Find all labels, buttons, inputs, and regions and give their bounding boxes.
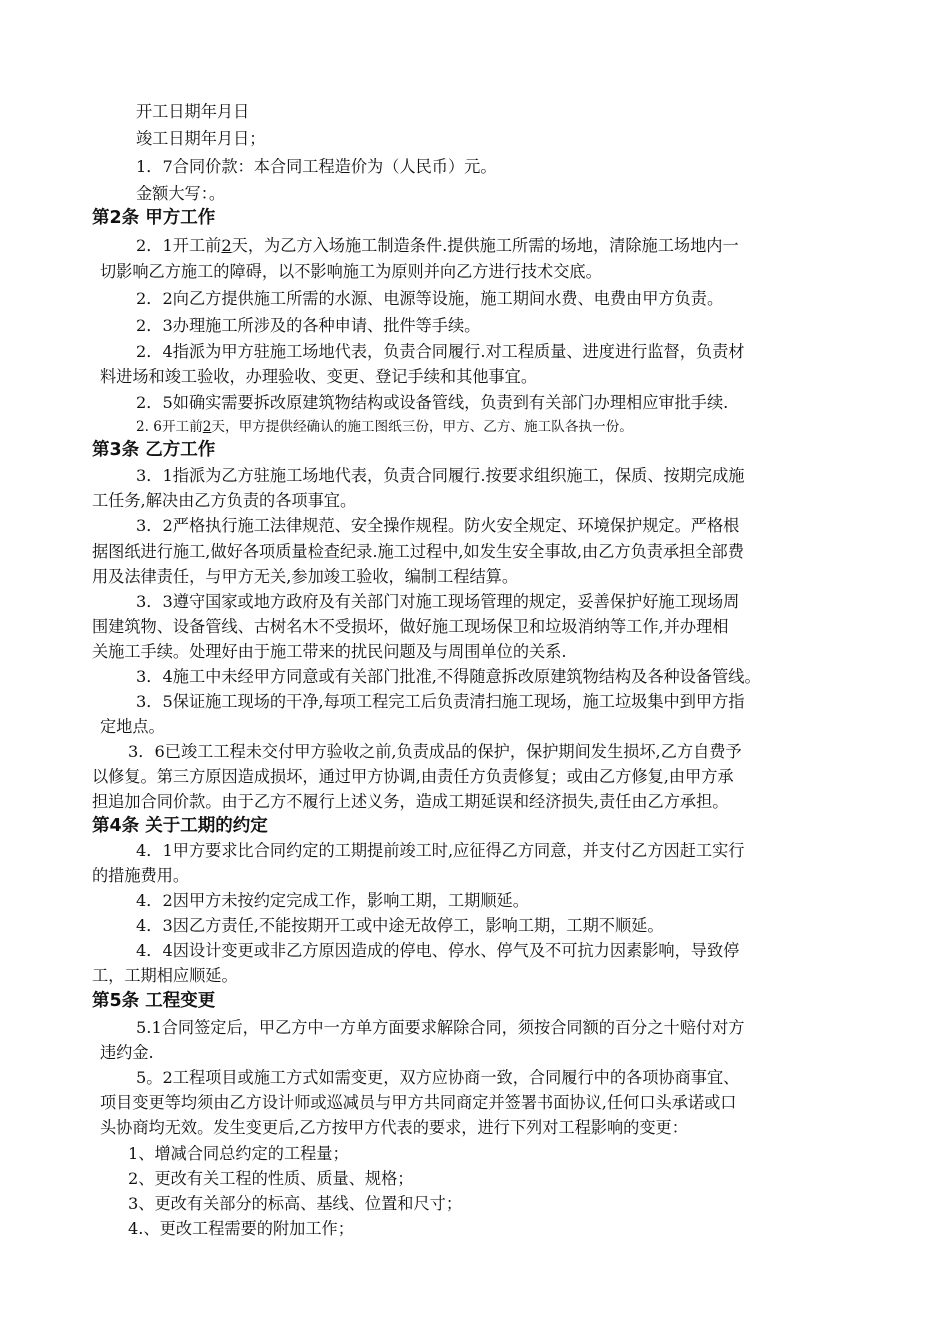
clause-2-6-rest: 天，甲方提供经确认的施工图纸三份，甲方、乙方、施工队各执一份。	[211, 419, 633, 435]
clause-3-3-line1: 3．3遵守国家或地方政府及有关部门对施工现场管理的规定，妥善保护好施工现场周	[136, 592, 740, 611]
clause-5-1-line1: 5.1合同签定后，甲乙方中一方单方面要求解除合同，须按合同额的百分之十赔付对方	[136, 1018, 745, 1037]
clause-3-2-line1: 3．2严格执行施工法律规范、安全操作规程。防火安全规定、环境保护规定。严格根	[136, 516, 740, 535]
clause-2-4-line1: 2．4指派为甲方驻施工场地代表，负责合同履行.对工程质量、进度进行监督，负责材	[136, 342, 745, 361]
clause-3-5-line1: 3．5保证施工现场的干净,每项工程完工后负责清扫施工现场，施工垃圾集中到甲方指	[136, 692, 745, 711]
list-item-2: 2、更改有关工程的性质、质量、规格；	[128, 1169, 414, 1188]
clause-4-2: 4．2因甲方未按约定完成工作，影响工期，工期顺延。	[136, 891, 529, 910]
clause-2-4-line2: 料进场和竣工验收，办理验收、变更、登记手续和其他事宜。	[100, 367, 538, 386]
amount-words-line: 金额大写：。	[136, 184, 226, 203]
list-item-1: 1、增减合同总约定的工程量；	[128, 1144, 349, 1163]
clause-2-1-days: 2	[221, 236, 232, 255]
clause-3-6-line3: 担追加合同价款。由于乙方不履行上述义务，造成工期延误和经济损失,责任由乙方承担。	[92, 792, 729, 811]
clause-3-3-line3: 关施工手续。处理好由于施工带来的扰民问题及与周围单位的关系.	[92, 642, 567, 661]
clause-5-2-line2: 项目变更等均须由乙方设计师或巡减员与甲方共同商定并签署书面协议,任何口头承诺或口	[100, 1093, 737, 1112]
clause-3-6-line1: 3．6已竣工工程未交付甲方验收之前,负责成品的保护，保护期间发生损坏,乙方自费予	[128, 742, 742, 761]
list-item-4: 4.、更改工程需要的附加工作；	[128, 1219, 354, 1238]
clause-3-2-line2: 据图纸进行施工,做好各项质量检查纪录.施工过程中,如发生安全事故,由乙方负责承担全部费	[92, 542, 744, 561]
clause-3-1-line1: 3．1指派为乙方驻施工场地代表，负责合同履行.按要求组织施工，保质、按期完成施	[136, 466, 745, 485]
clause-4-4-line1: 4．4因设计变更或非乙方原因造成的停电、停水、停气及不可抗力因素影响，导致停	[136, 941, 740, 960]
contract-price-line: 1．7合同价款：本合同工程造价为（人民币）元。	[136, 157, 497, 176]
clause-2-6-prefix: 2. 6开工前	[136, 419, 203, 435]
section-heading-3: 第3条 乙方工作	[92, 440, 216, 460]
clause-2-6-days: 2	[202, 419, 212, 435]
clause-3-6-line2: 以修复。第三方原因造成损坏，通过甲方协调,由责任方负责修复；或由乙方修复,由甲方承	[92, 767, 734, 786]
section-heading-4: 第4条 关于工期的约定	[92, 816, 268, 836]
clause-2-3: 2．3办理施工所涉及的各种申请、批件等手续。	[136, 316, 481, 335]
clause-2-5: 2．5如确实需要拆改原建筑物结构或设备管线，负责到有关部门办理相应审批手续.	[136, 393, 729, 412]
clause-5-1-line2: 违约金.	[100, 1043, 154, 1062]
clause-2-2: 2．2向乙方提供施工所需的水源、电源等设施，施工期间水费、电费由甲方负责。	[136, 289, 724, 308]
clause-3-2-line3: 用及法律责任，与甲方无关,参加竣工验收，编制工程结算。	[92, 567, 519, 586]
section-heading-2: 第2条 甲方工作	[92, 208, 216, 228]
clause-2-1-prefix: 2．1开工前	[136, 236, 222, 255]
clause-5-2-line1: 5。2工程项目或施工方式如需变更，双方应协商一致，合同履行中的各项协商事宜、	[136, 1068, 740, 1087]
list-item-3: 3、更改有关部分的标高、基线、位置和尺寸；	[128, 1194, 463, 1213]
clause-2-6	[0, 416, 950, 438]
start-date-line: 开工日期年月日	[136, 102, 250, 121]
clause-2-1-line1	[0, 235, 950, 257]
clause-3-3-line2: 围建筑物、设备管线、古树名木不受损坏，做好施工现场保卫和垃圾消纳等工作,并办理相	[92, 617, 729, 636]
clause-5-2-line3: 头协商均无效。发生变更后,乙方按甲方代表的要求，进行下列对工程影响的变更：	[100, 1118, 688, 1137]
clause-4-1-line2: 的措施费用。	[92, 866, 190, 885]
clause-2-1-line2: 切影响乙方施工的障碍，以不影响施工为原则并向乙方进行技术交底。	[100, 262, 602, 281]
clause-3-1-line2: 工任务,解决由乙方负责的各项事宜。	[92, 491, 357, 510]
clause-4-3: 4．3因乙方责任,不能按期开工或中途无故停工，影响工期，工期不顺延。	[136, 916, 664, 935]
clause-3-4: 3．4施工中未经甲方同意或有关部门批准,不得随意拆改原建筑物结构及各种设备管线。	[136, 667, 761, 686]
clause-3-5-line2: 定地点。	[100, 717, 165, 736]
completion-date-line: 竣工日期年月日；	[136, 129, 266, 148]
clause-2-1-rest: 天，为乙方入场施工制造条件.提供施工所需的场地，清除施工场地内一	[231, 236, 739, 255]
section-heading-5: 第5条 工程变更	[92, 991, 216, 1011]
clause-4-4-line2: 工，工期相应顺延。	[92, 966, 238, 985]
clause-4-1-line1: 4．1甲方要求比合同约定的工期提前竣工时,应征得乙方同意，并支付乙方因赶工实行	[136, 841, 745, 860]
